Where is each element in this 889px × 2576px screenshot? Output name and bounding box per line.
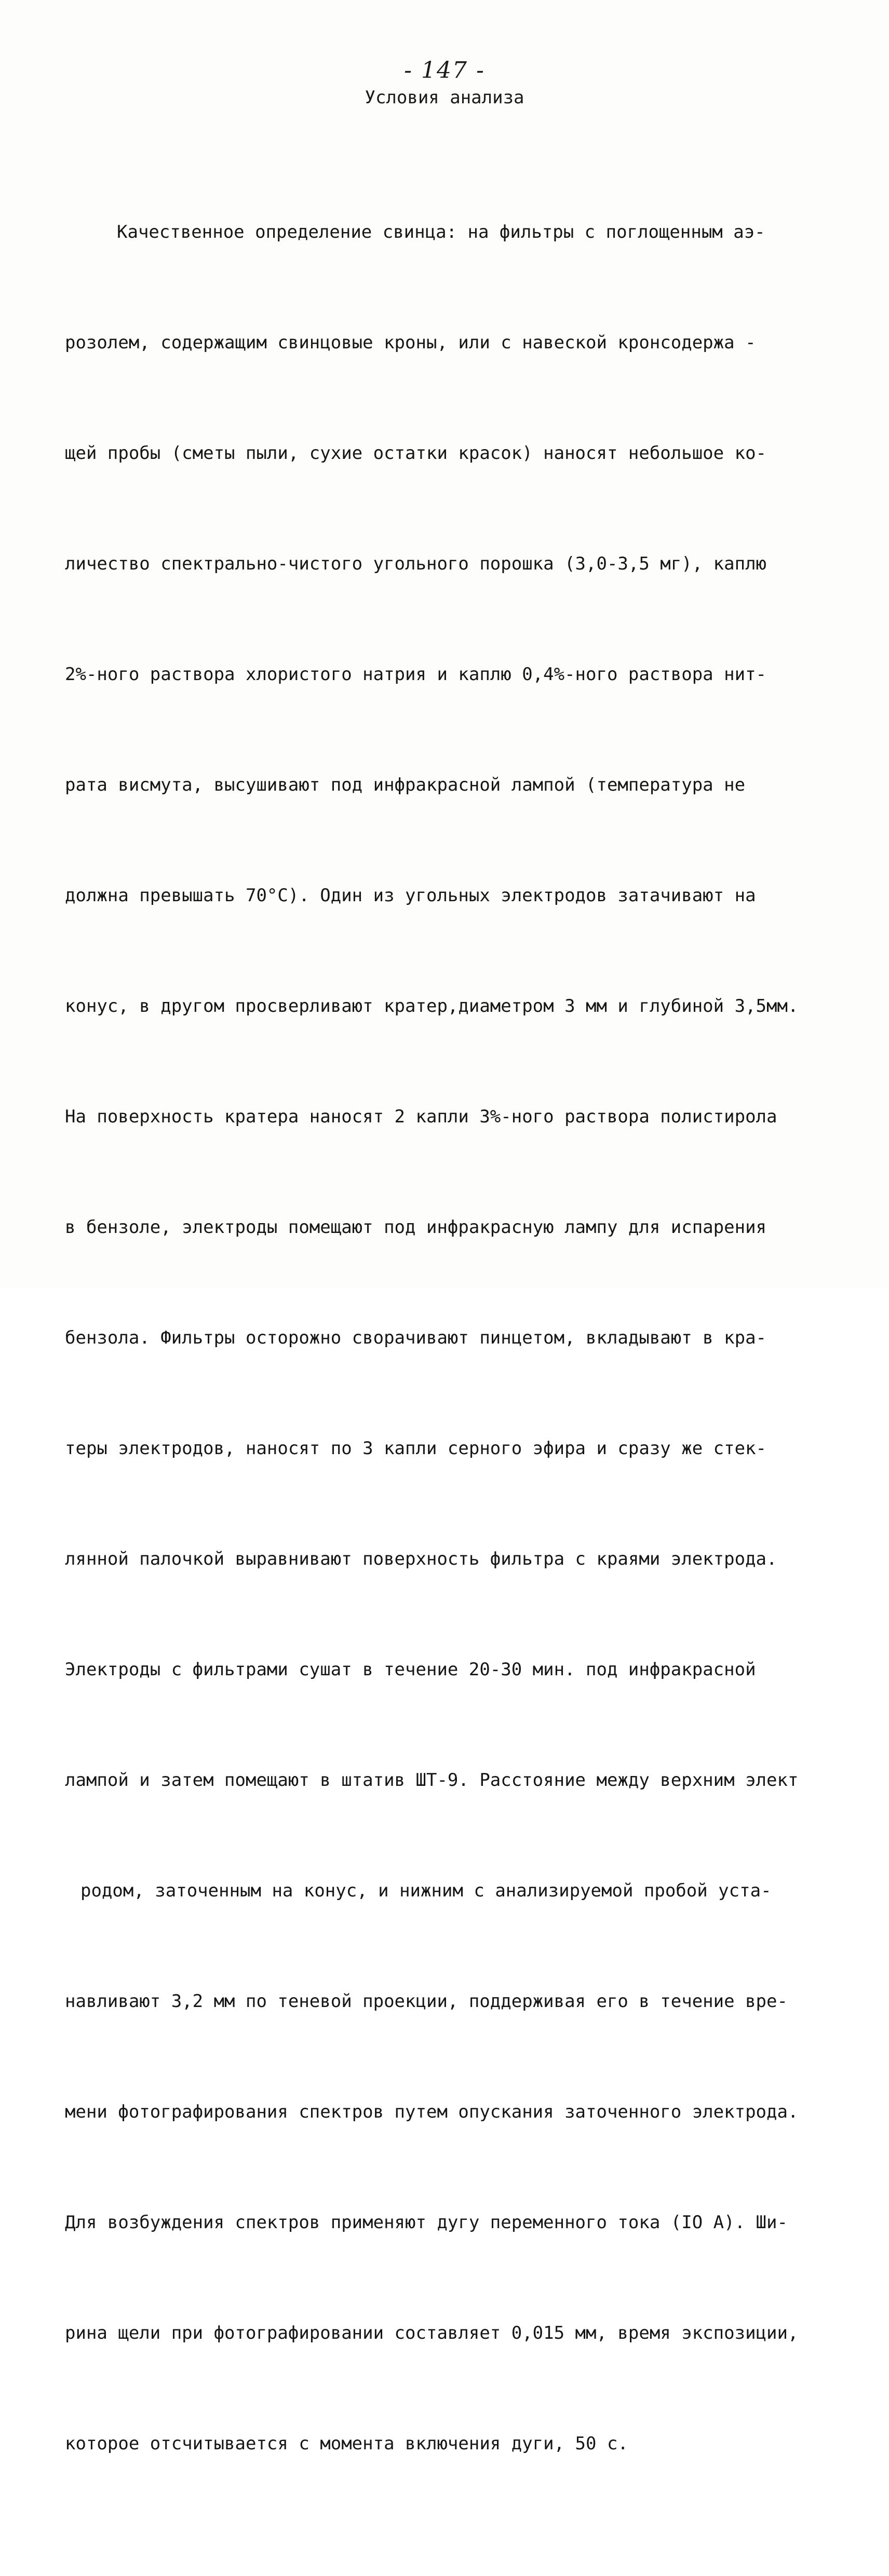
text-line: щей пробы (сметы пыли, сухие остатки красок) наносят небольшое ко- <box>65 443 767 464</box>
text-line: Качественное определение свинца: на фильтры с поглощенным аэ- <box>117 222 765 242</box>
text-line: навливают 3,2 мм по теневой проекции, поддерживая его в течение вре- <box>65 1991 788 2012</box>
text-line: личество спектрально-чистого угольного порошка (3,0-3,5 мг), каплю <box>65 553 767 574</box>
text-line: На поверхность кратера наносят 2 капли 3%-ного раствора полистирола <box>65 1106 777 1127</box>
body-text <box>65 140 828 2576</box>
text-line: лампой и затем помещают в штатив ШТ-9. Расстояние между верхним элект <box>65 1770 799 1791</box>
text-line: конус, в другом просверливают кратер,диаметром 3 мм и глубиной 3,5мм. <box>65 996 799 1016</box>
text-line: должна превышать 70°С). Один из угольных электродов затачивают на <box>65 885 756 906</box>
text-line: розолем, содержащим свинцовые кроны, или с навеской кронсодержа - <box>65 332 756 353</box>
text-line: которое отсчитывается с момента включения дуги, 50 с. <box>65 2433 628 2454</box>
text-line: лянной палочкой выравнивают поверхность фильтра с краями электрода. <box>65 1549 777 1569</box>
text-line: рата висмута, высушивают под инфракрасной лампой (температура не <box>65 775 746 795</box>
page-number: - 147 - <box>404 57 485 84</box>
text-line: 2%-ного раствора хлористого натрия и каплю 0,4%-ного раствора нит- <box>65 664 767 685</box>
text-line: рина щели при фотографировании составляет 0,015 мм, время экспозиции, <box>65 2323 799 2343</box>
text-line: родом, заточенным на конус, и нижним с анализируемой пробой уста- <box>80 1880 772 1901</box>
section-heading: Условия анализа <box>365 87 524 108</box>
paragraph-gap <box>65 2536 828 2543</box>
text-line: Электроды с фильтрами сушат в течение 20-30 мин. под инфракрасной <box>65 1659 756 1680</box>
text-line: бензола. Фильтры осторожно сворачивают пинцетом, вкладывают в кра- <box>65 1327 767 1348</box>
text-line: мени фотографирования спектров путем опускания заточенного электрода. <box>65 2102 799 2122</box>
text-line: теры электродов, наносят по 3 капли серного эфира и сразу же стек- <box>65 1438 767 1459</box>
text-line: Для возбуждения спектров применяют дугу переменного тока (IO А). Ши- <box>65 2212 788 2233</box>
text-line: в бензоле, электроды помещают под инфракрасную лампу для испарения <box>65 1217 767 1238</box>
